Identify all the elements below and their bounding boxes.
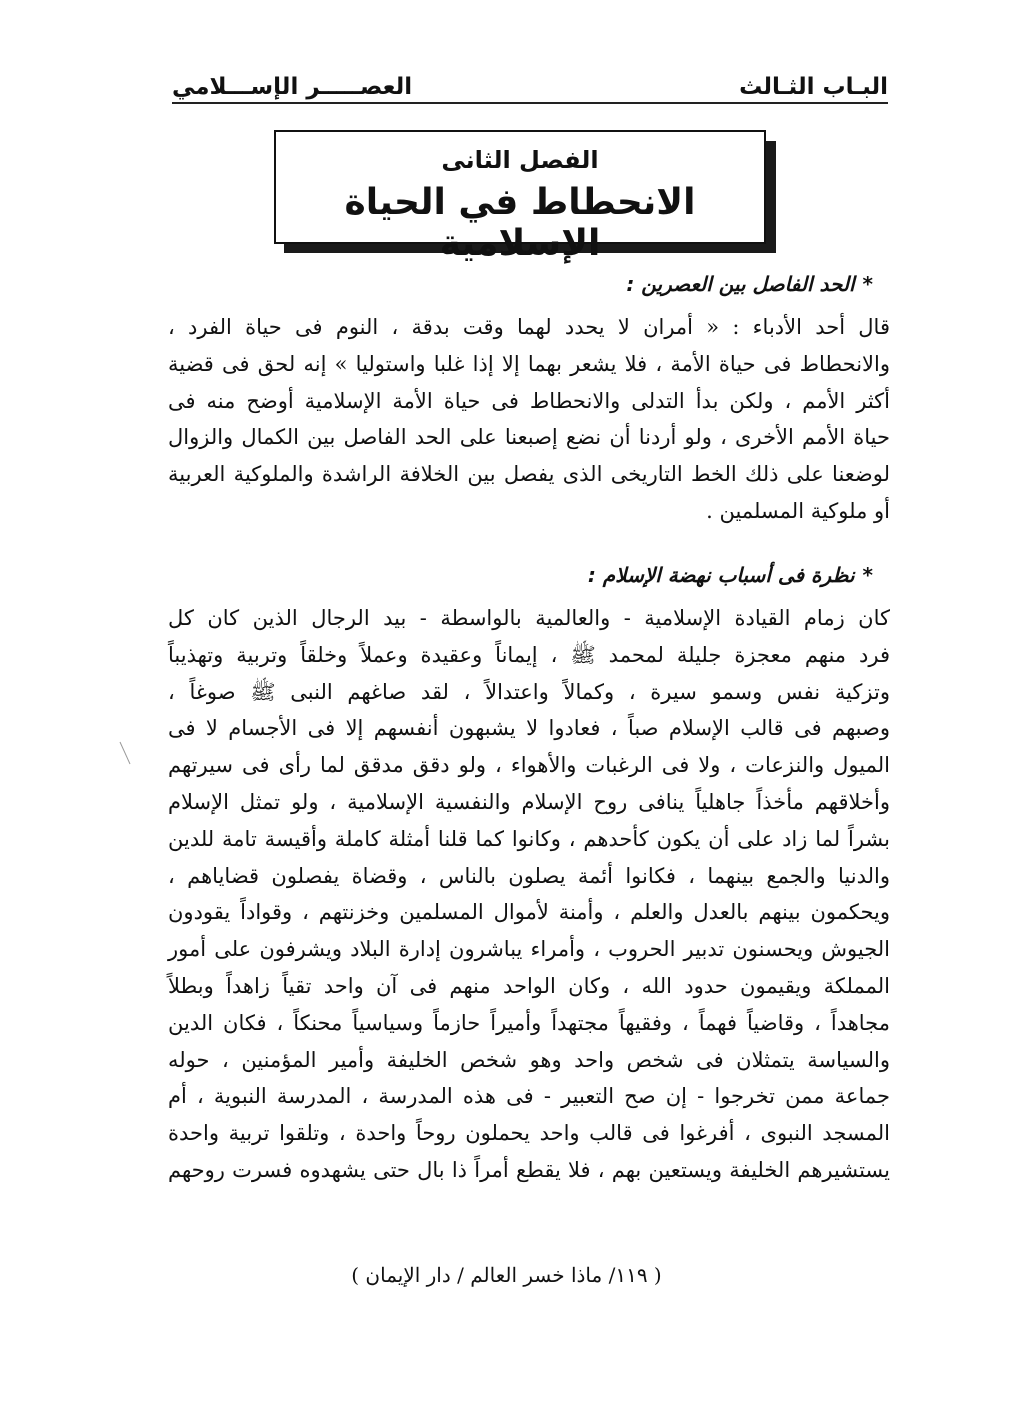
text-line: حياة الأمم الأخرى ، ولو أردنا أن نضع إصبعنا على الحد الفاصل بين الكمال والزوال	[168, 425, 890, 450]
section-heading-text: الحد الفاصل بين العصرين :	[626, 272, 855, 296]
text-line: بشراً لما زاد على أن يكون كأحدهم ، وكانوا كما قلنا أمثلة كاملة وأقيسة تامة للدين	[168, 826, 890, 851]
text-line: والدنيا والجمع بينهما ، فكانوا أئمة يصلون بالناس ، وقضاة يفصلون قضاياهم ،	[168, 863, 890, 888]
section-bullet: *	[862, 272, 873, 296]
text-line: والانحطاط فى حياة الأمة ، فلا يشعر بهما إلا إذا غلبا واستوليا » إنه لحق فى قضية	[168, 351, 890, 376]
text-line: وتزكية نفس وسمو سيرة ، وكمالاً واعتدالاً ، لقد صاغهم النبى ﷺ صوغاً ،	[168, 679, 890, 704]
running-header	[172, 62, 888, 104]
text-line: لوضعنا على ذلك الخط التاريخى الذى يفصل بين الخلافة الراشدة والملوكية العربية	[168, 462, 890, 487]
scan-mark	[118, 740, 132, 766]
text-line: أو ملوكية المسلمين .	[706, 498, 890, 523]
text-line: كان زمام القيادة الإسلامية - والعالمية بالواسطة - بيد الرجال الذين كان كل	[168, 606, 890, 630]
text-line: فرد منهم معجزة جليلة لمحمد ﷺ ، إيماناً وعقيدة وعملاً وخلقاً وتربية وتهذيباً	[168, 642, 890, 667]
text-line: قال أحد الأدباء : « أمران لا يحدد لهما وقت بدقة ، النوم فى حياة الفرد ،	[168, 315, 890, 339]
text-line: الميول والنزعات ، ولا فى الرغبات والأهواء ، ولو دقق مدقق لما رأى فى سيرتهم	[168, 753, 890, 778]
header-chapter-label: البـاب الثـالث	[739, 74, 888, 100]
section-2-paragraph	[168, 600, 890, 1189]
text-line: وصبهم فى قالب الإسلام صباً ، فعادوا لا يشبهون أنفسهم إلا فى الأجسام لا فى	[168, 716, 890, 741]
section-1-paragraph	[168, 309, 890, 530]
text-line: وأخلاقهم مأخذاً جاهلياً ينافى روح الإسلام والنفسية الإسلامية ، ولو تمثل الإسلام	[168, 789, 890, 814]
chapter-title-box	[274, 130, 766, 264]
text-line: ويحكمون بينهم بالعدل والعلم ، وأمنة لأموال المسلمين وخزنتهم ، وقواداً يقودون	[168, 900, 890, 925]
text-line: المملكة ويقيمون حدود الله ، وكان الواحد منهم فى آن واحد تقياً زاهداً وبطلاً	[168, 973, 890, 998]
text-line: يستشيرهم الخليفة ويستعين بهم ، فلا يقطع أمراً ذا بال حتى يشهدوه فسرت روحهم	[168, 1157, 890, 1182]
text-line: الجيوش ويحسنون تدبير الحروب ، وأمراء يباشرون إدارة البلاد ويشرفون على أمور	[168, 937, 890, 962]
text-line: مجاهداً ، وقاضياً فهماً ، وفقيهاً مجتهداً وأميراً حازماً وسياسياً محنكاً ، فكان الدين	[168, 1010, 890, 1035]
text-line: جماعة ممن تخرجوا - إن صح التعبير - فى هذه المدرسة ، المدرسة النبوية ، أم	[168, 1084, 890, 1109]
header-era-label: العصـــــر الإســـلامي	[172, 74, 413, 100]
chapter-title: الانحطاط في الحياة الإسلامية	[344, 182, 696, 264]
text-line: أكثر الأمم ، ولكن بدأ التدلى والانحطاط فى حياة الأمة الإسلامية أوضح منه فى	[168, 388, 890, 413]
section-heading-1	[626, 272, 873, 296]
chapter-number: الفصل الثانى	[441, 146, 599, 174]
section-heading-text: نظرة فى أسباب نهضة الإسلام :	[587, 563, 855, 587]
section-bullet: *	[862, 563, 873, 587]
section-heading-2	[588, 563, 873, 587]
text-line: والسياسة يتمثلان فى شخص واحد وهو شخص الخليفة وأمير المؤمنين ، حوله	[168, 1047, 890, 1072]
text-line: المسجد النبوى ، أفرغوا فى قالب واحد يحملون روحاً واحدة ، وتلقوا تربية واحدة	[168, 1121, 890, 1146]
footer-source: ( ١١٩/ ماذا خسر العالم / دار الإيمان )	[351, 1263, 662, 1287]
